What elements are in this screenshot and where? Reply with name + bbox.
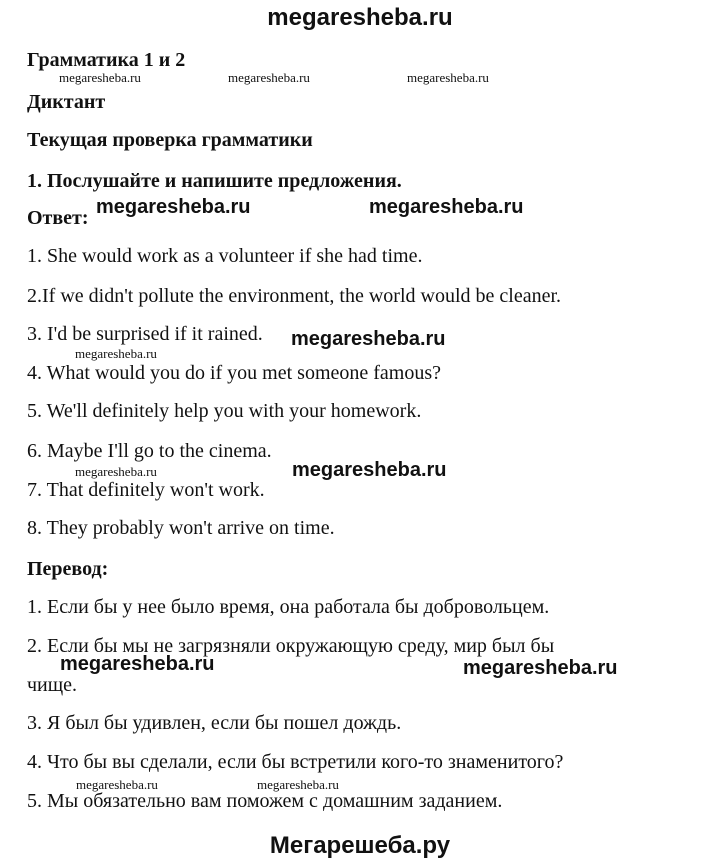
watermark-big: megaresheba.ru xyxy=(96,196,251,218)
answer-label: Ответ: xyxy=(27,207,89,229)
translation-line: 4. Что бы вы сделали, если бы встретили кого-то знаменитого? xyxy=(27,751,564,773)
answer-line: 1. She would work as a volunteer if she had time. xyxy=(27,245,423,267)
watermark-big: megaresheba.ru xyxy=(292,459,447,481)
watermark-small: megaresheba.ru xyxy=(407,70,489,85)
site-footer: Мегарешеба.ру xyxy=(269,832,451,859)
answer-line: 7. That definitely won't work. xyxy=(27,479,265,501)
translation-line: 5. Мы обязательно вам поможем с домашним заданием. xyxy=(27,790,503,812)
section-subtitle: Диктант xyxy=(27,91,106,113)
answer-line: 4. What would you do if you met someone famous? xyxy=(27,362,442,384)
watermark-big: megaresheba.ru xyxy=(60,653,215,675)
task-title: 1. Послушайте и напишите предложения. xyxy=(27,170,402,192)
check-title: Текущая проверка грамматики xyxy=(27,129,313,151)
answer-line: 2.If we didn't pollute the environment, the world would be cleaner. xyxy=(27,285,562,307)
watermark-small: megaresheba.ru xyxy=(75,346,157,361)
watermark-big: megaresheba.ru xyxy=(291,328,446,350)
watermark-small: megaresheba.ru xyxy=(257,777,339,792)
watermark-big: megaresheba.ru xyxy=(369,196,524,218)
translation-line: чище. xyxy=(27,674,78,696)
watermark-small: megaresheba.ru xyxy=(228,70,310,85)
translation-label: Перевод: xyxy=(27,558,109,580)
watermark-big: megaresheba.ru xyxy=(463,657,618,679)
translation-line: 3. Я был бы удивлен, если бы пошел дождь. xyxy=(27,712,402,734)
translation-line: 1. Если бы у нее было время, она работала бы добровольцем. xyxy=(27,596,550,618)
watermark-small: megaresheba.ru xyxy=(75,464,157,479)
watermark-small: megaresheba.ru xyxy=(59,70,141,85)
section-title: Грамматика 1 и 2 xyxy=(27,49,186,71)
answer-line: 5. We'll definitely help you with your homework. xyxy=(27,400,422,422)
watermark-small: megaresheba.ru xyxy=(76,777,158,792)
answer-line: 6. Maybe I'll go to the cinema. xyxy=(27,440,272,462)
translation-line: 2. Если бы мы не загрязняли окружающую среду, мир был бы xyxy=(27,635,555,657)
site-header: megaresheba.ru xyxy=(267,4,453,31)
answer-line: 8. They probably won't arrive on time. xyxy=(27,517,335,539)
answer-line: 3. I'd be surprised if it rained. xyxy=(27,323,263,345)
